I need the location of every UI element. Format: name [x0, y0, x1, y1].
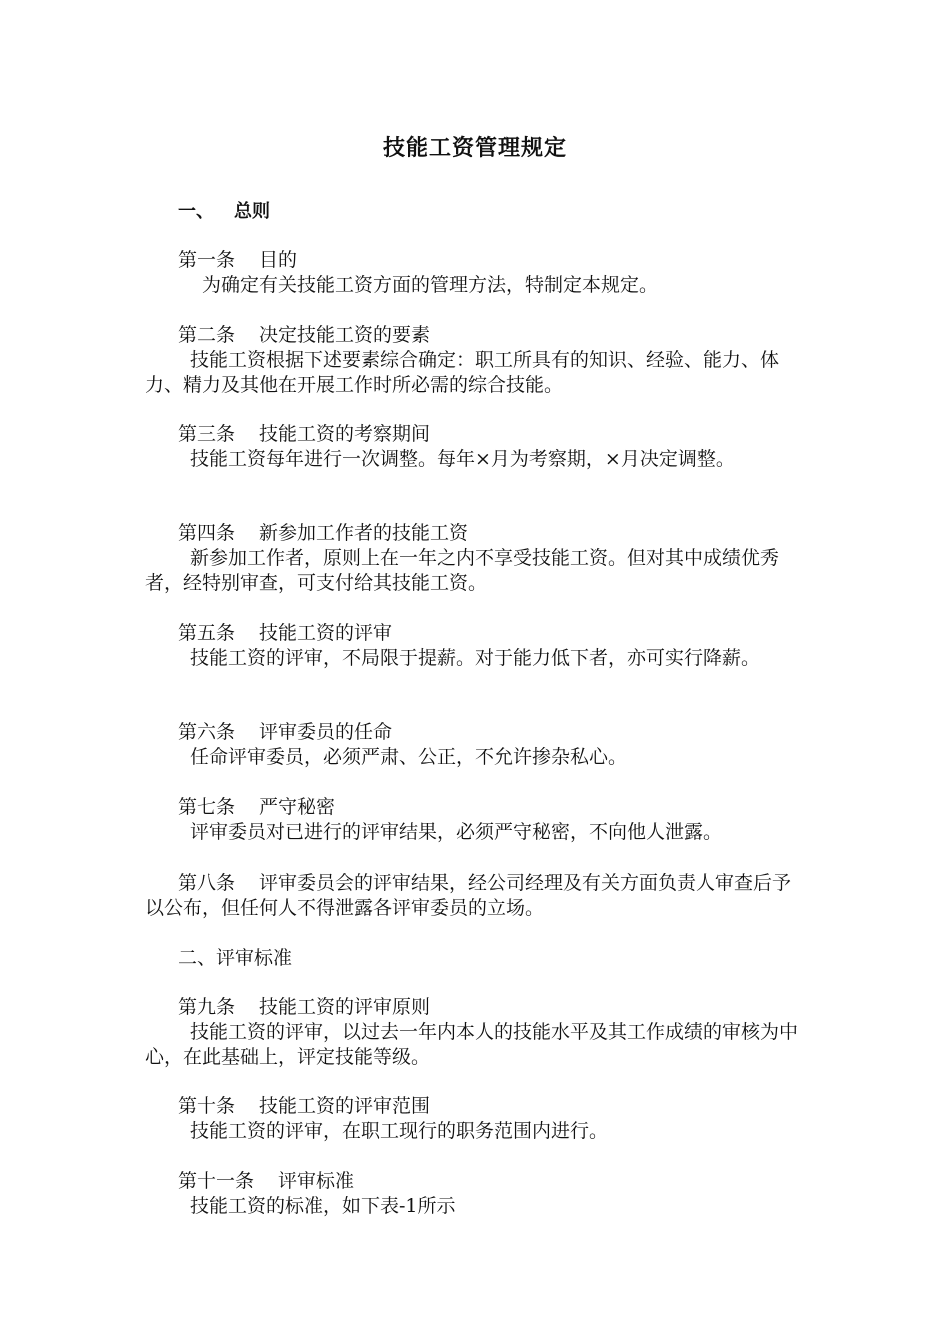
- article-3: [145, 422, 810, 472]
- section-number: 一、: [178, 201, 214, 222]
- article-11: [145, 1169, 810, 1219]
- article-7: [145, 795, 810, 845]
- section-heading-general: [178, 199, 270, 225]
- article-body: 技能工资根据下述要素综合确定：职工所具有的知识、经验、能力、体力、精力及其他在开展工作时所必需的综合技能。: [145, 349, 780, 396]
- article-title: 目的: [259, 249, 298, 271]
- article-body: 评审委员会的评审结果，经公司经理及有关方面负责人审查后予以公布，但任何人不得泄露各评审委员的立场。: [145, 872, 792, 919]
- article-body: 为确定有关技能工资方面的管理方法，特制定本规定。: [202, 274, 659, 296]
- article-title: 技能工资的考察期间: [259, 423, 431, 445]
- article-title: 评审委员的任命: [259, 721, 393, 743]
- document-title: 技能工资管理规定: [382, 136, 567, 161]
- article-8: [145, 871, 810, 921]
- article-label: 第四条: [178, 522, 236, 544]
- article-6: [145, 720, 810, 770]
- article-title: 技能工资的评审: [259, 622, 393, 644]
- article-9: [145, 995, 810, 1070]
- article-label: 第二条: [178, 324, 236, 346]
- article-label: 第一条: [178, 249, 236, 271]
- article-label: 第七条: [178, 796, 236, 818]
- article-paragraph: [145, 871, 810, 921]
- article-heading: [145, 521, 810, 546]
- article-heading: [145, 1169, 810, 1194]
- article-label: 第十条: [178, 1095, 236, 1117]
- article-label: 第十一条: [178, 1170, 255, 1192]
- article-5: [145, 621, 810, 671]
- article-10: [145, 1094, 810, 1144]
- article-body: 技能工资的评审，在职工现行的职务范围内进行。: [190, 1120, 609, 1142]
- article-title: 评审标准: [278, 1170, 355, 1192]
- article-label: 第三条: [178, 423, 236, 445]
- article-body: 技能工资的评审，以过去一年内本人的技能水平及其工作成绩的审核为中心，在此基础上，评定技能等级。: [145, 1021, 799, 1068]
- article-heading: [145, 995, 810, 1020]
- article-body: 技能工资的标准，如下表-1所示: [190, 1195, 456, 1217]
- article-label: 第八条: [178, 872, 236, 894]
- article-title: 严守秘密: [259, 796, 336, 818]
- article-label: 第九条: [178, 996, 236, 1018]
- article-4: [145, 521, 810, 596]
- article-body: 技能工资的评审，不局限于提薪。对于能力低下者，亦可实行降薪。: [190, 647, 761, 669]
- article-heading: [145, 1094, 810, 1119]
- article-title: 新参加工作者的技能工资: [259, 522, 469, 544]
- article-heading: [145, 720, 810, 745]
- article-body: 任命评审委员，必须严肃、公正，不允许掺杂私心。: [190, 746, 628, 768]
- article-heading: [145, 248, 810, 273]
- article-body: 技能工资每年进行一次调整。每年×月为考察期，×月决定调整。: [190, 448, 735, 470]
- article-body: 新参加工作者，原则上在一年之内不享受技能工资。但对其中成绩优秀者，经特别审查，可支付给其技能工资。: [145, 547, 780, 594]
- section-title: 总则: [234, 201, 270, 222]
- article-title: 决定技能工资的要素: [259, 324, 431, 346]
- section-heading-criteria: 二、评审标准: [178, 947, 293, 969]
- article-body: 评审委员对已进行的评审结果，必须严守秘密，不向他人泄露。: [190, 821, 723, 843]
- article-title: 技能工资的评审范围: [259, 1095, 431, 1117]
- article-2: [145, 323, 810, 398]
- article-heading: [145, 621, 810, 646]
- article-label: 第六条: [178, 721, 236, 743]
- article-heading: [145, 422, 810, 447]
- article-title: 技能工资的评审原则: [259, 996, 431, 1018]
- article-heading: [145, 795, 810, 820]
- article-label: 第五条: [178, 622, 236, 644]
- article-heading: [145, 323, 810, 348]
- article-1: [145, 248, 810, 298]
